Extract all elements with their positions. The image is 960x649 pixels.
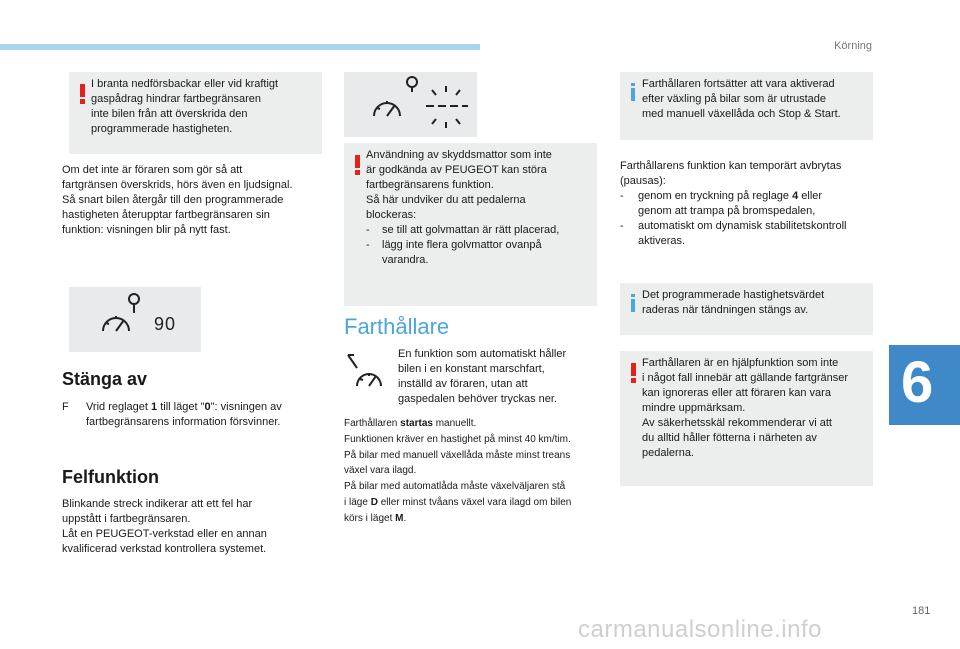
text-span: startas xyxy=(400,418,433,429)
text-line: pedalerna. xyxy=(642,447,694,459)
info-text xyxy=(642,77,870,122)
text-line: I branta nedförsbackar eller vid kraftigt xyxy=(91,78,279,90)
text-span: ": visningen av xyxy=(210,401,282,413)
text-line xyxy=(344,495,602,511)
warning-box-driver-aid xyxy=(620,351,873,486)
text-line: fartbegränsarens funktion. xyxy=(366,179,494,191)
list-item: - lägg inte flera golvmattor ovanpå xyxy=(366,239,542,251)
text-line: växel vara ilagd. xyxy=(344,465,417,477)
heading-fault: Felfunktion xyxy=(62,467,159,487)
text-line: Användning av skyddsmattor som inte xyxy=(366,149,552,161)
display-value: 90 xyxy=(154,314,177,334)
speed-limiter-fault-image xyxy=(344,72,477,137)
text-line: Så snart bilen återgår till den programmerade xyxy=(62,194,284,206)
text-line: Farthållaren fortsätter att vara aktiverad xyxy=(642,78,835,90)
text-line: är godkända av PEUGEOT kan störa xyxy=(366,164,547,176)
info-icon xyxy=(631,83,635,101)
warning-icon xyxy=(80,84,85,104)
speed-limiter-display-image xyxy=(69,287,201,352)
bullet-row xyxy=(62,400,332,415)
warning-text xyxy=(366,148,594,268)
text-span: manuellt. xyxy=(432,418,477,429)
speedometer-fault-icon xyxy=(344,72,477,137)
text-span: till läget " xyxy=(157,401,205,413)
text-line: Blinkande streck indikerar att ett fel har xyxy=(62,498,253,510)
text-line: inställd av föraren, utan att xyxy=(398,378,528,390)
info-icon xyxy=(631,294,635,312)
text-span: körs i läget xyxy=(344,512,396,524)
text-line: Av säkerhetsskäl rekommenderar vi att xyxy=(642,417,832,429)
bullet-text xyxy=(86,400,282,415)
section-label: Körning xyxy=(834,40,872,52)
list-item: - se till att golvmattan är rätt placerad, xyxy=(366,224,560,236)
text-span: i läge xyxy=(344,496,371,508)
text-line: programmerade hastigheten. xyxy=(91,123,233,135)
text-span: se till att golvmattan är rätt placerad, xyxy=(382,224,560,236)
warning-icon xyxy=(631,363,636,383)
text-line: Om det inte är föraren som gör så att xyxy=(62,164,243,176)
text-line: hastigheten återupptar fartbegränsaren sin xyxy=(62,209,270,221)
text-line: uppstått i fartbegränsaren. xyxy=(62,513,191,525)
text-line: genom att trampa på bromspedalen, xyxy=(638,205,816,217)
text-line: med manuell växellåda och Stop & Start. xyxy=(642,108,841,120)
text-span: 1 xyxy=(151,401,158,413)
text-span xyxy=(638,189,822,204)
list-item: - automatiskt om dynamisk stabilitetskontroll xyxy=(620,220,847,232)
text-span: 0 xyxy=(204,401,211,413)
text-line: Så här undviker du att pedalerna xyxy=(366,194,526,206)
text-line: inte bilen från att överskrida den xyxy=(91,108,248,120)
text-line: En funktion som automatiskt håller xyxy=(398,348,567,360)
speedometer-icon xyxy=(69,287,201,352)
warning-icon xyxy=(355,155,360,175)
text-span: Farthållaren xyxy=(344,418,401,429)
warning-text xyxy=(91,77,319,137)
text-line: Farthållaren är en hjälpfunktion som inte xyxy=(642,357,839,369)
text-line: kan ignoreras eller att föraren kan vara xyxy=(642,387,831,399)
text-line: aktiveras. xyxy=(638,235,686,247)
warning-text xyxy=(642,356,872,461)
header-bar xyxy=(0,44,480,50)
text-line xyxy=(344,416,602,432)
watermark: carmanualsonline.info xyxy=(578,616,822,643)
text-line: fartgränsen överskrids, hörs även en ljudsignal. xyxy=(62,179,293,191)
heading-stop: Stänga av xyxy=(62,369,148,389)
page-number: 181 xyxy=(912,605,931,617)
bullet-icon: F xyxy=(62,401,69,413)
text-line xyxy=(344,511,602,527)
chapter-tab xyxy=(889,345,960,425)
info-box-gearshift xyxy=(620,72,873,140)
cruise-control-icon xyxy=(345,352,385,392)
text-span: lägg inte flera golvmattor ovanpå xyxy=(382,239,542,251)
paragraph-fault xyxy=(62,497,332,557)
text-line: raderas när tändningen stängs av. xyxy=(642,304,809,316)
text-span: eller xyxy=(798,190,823,202)
text-span: D xyxy=(370,496,378,508)
pause-section xyxy=(620,159,878,249)
text-line: fartbegränsarens information försvinner. xyxy=(86,416,281,428)
text-line: kvalificerad verkstad kontrollera systemet. xyxy=(62,543,267,555)
text-line: efter växling på bilar som är utrustade xyxy=(642,93,827,105)
text-line: Funktionen kräver en hastighet på minst 40 km/tim. xyxy=(344,433,571,445)
text-span: Vrid reglaget xyxy=(86,401,152,413)
list-item: - genom en tryckning på reglage 4 eller xyxy=(620,190,823,202)
text-line: bilen i en konstant marschfart, xyxy=(398,363,545,375)
text-line: funktion: visningen blir på nytt fast. xyxy=(62,224,231,236)
text-span: M xyxy=(395,512,404,524)
text-line: mindre uppmärksam. xyxy=(642,402,746,414)
text-line: Farthållarens funktion kan temporärt avbrytas xyxy=(620,160,842,172)
warning-box-downhill xyxy=(69,72,322,154)
cruise-conditions xyxy=(344,416,602,527)
info-text xyxy=(642,288,870,318)
text-span: . xyxy=(403,512,407,524)
text-line: Låt en PEUGEOT-verkstad eller en annan xyxy=(62,528,267,540)
text-span: eller minst tvåans växel vara ilagd om bilen xyxy=(377,496,572,508)
text-span: genom en tryckning på reglage xyxy=(638,190,793,202)
chapter-number: 6 xyxy=(901,350,934,415)
stop-instruction xyxy=(62,400,332,430)
text-line: du alltid håller fötterna i närheten av xyxy=(642,432,817,444)
heading-cruise-control: Farthållare xyxy=(344,314,450,339)
text-line: varandra. xyxy=(382,254,429,266)
text-span: automatiskt om dynamisk stabilitetskontroll xyxy=(638,220,847,232)
paragraph-signal xyxy=(62,163,332,238)
text-line: blockeras: xyxy=(366,209,417,221)
cruise-intro xyxy=(398,347,598,407)
text-line: På bilar med automatlåda måste växelväljaren stå xyxy=(344,481,566,493)
text-span: 4 xyxy=(792,190,799,202)
text-line: (pausas): xyxy=(620,175,666,187)
text-line: gaspådrag hindrar fartbegränsaren xyxy=(91,93,262,105)
text-line: På bilar med manuell växellåda måste minst treans xyxy=(344,449,571,461)
info-box-ignition xyxy=(620,283,873,335)
text-line: gaspedalen behöver tryckas ner. xyxy=(398,393,557,405)
text-line: Det programmerade hastighetsvärdet xyxy=(642,289,825,301)
text-line: i något fall innebär att gällande fartgränser xyxy=(642,372,849,384)
warning-box-mats xyxy=(344,143,597,306)
